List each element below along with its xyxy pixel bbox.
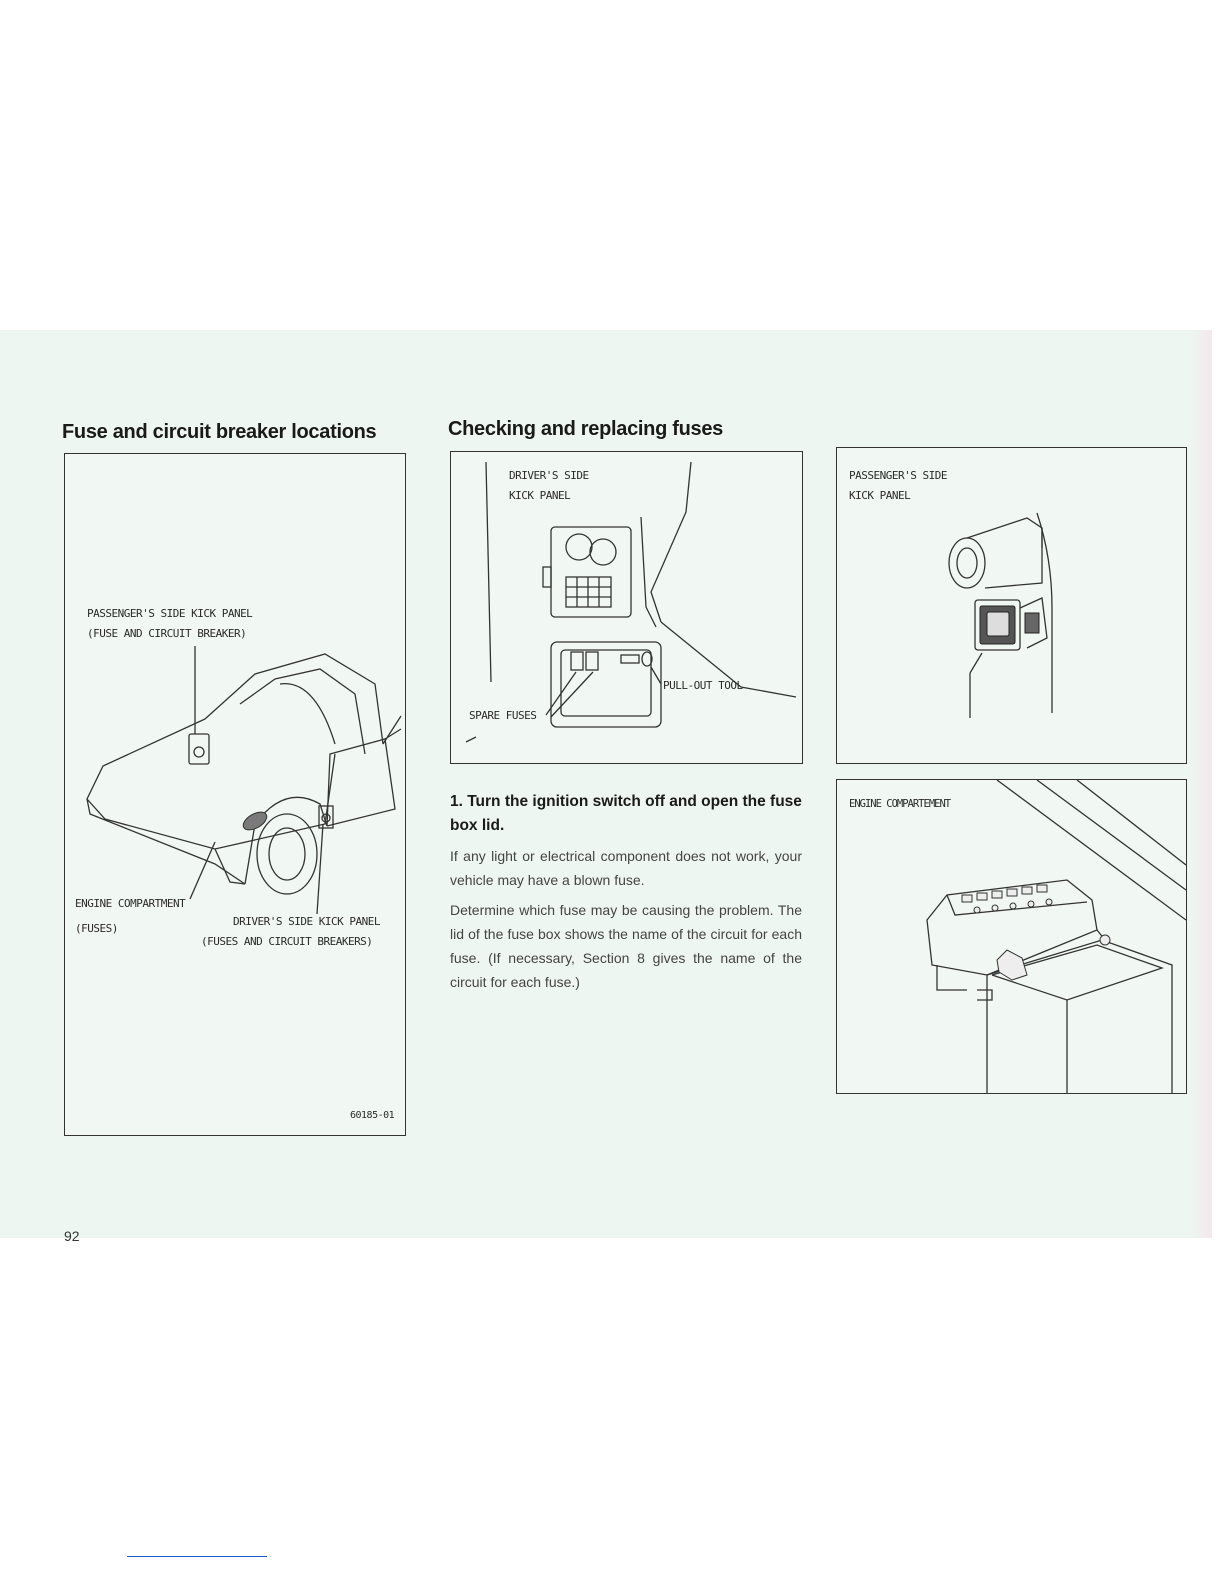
step-title: 1. Turn the ignition switch off and open the fuse box lid.	[450, 793, 802, 834]
engine-fuse-box-illustration	[837, 780, 1186, 1093]
link-underline	[127, 1556, 267, 1557]
passenger-side-label-line2: KICK PANEL	[849, 489, 911, 502]
pullout-tool-label: PULL-OUT TOOL	[663, 679, 743, 692]
engine-compartment-label-line1: ENGINE COMPARTMENT	[75, 897, 186, 910]
figure-engine-compartment	[836, 779, 1187, 1094]
passenger-kick-panel-label-line2: (FUSE AND CIRCUIT BREAKER)	[87, 627, 247, 640]
spare-fuses-label: SPARE FUSES	[469, 709, 537, 722]
driver-kick-panel-label-line1: DRIVER'S SIDE KICK PANEL	[233, 915, 380, 928]
figure-fuse-locations	[64, 453, 406, 1136]
page-edge-shadow	[1190, 330, 1212, 1238]
passenger-side-label-line1: PASSENGER'S SIDE	[849, 469, 947, 482]
page-number: 92	[64, 1228, 80, 1244]
engine-compartment-label: ENGINE COMPARTEMENT	[849, 798, 951, 810]
driver-side-label-line1: DRIVER'S SIDE	[509, 469, 589, 482]
heading-checking-fuses: Checking and replacing fuses	[448, 418, 724, 440]
car-illustration	[65, 454, 405, 1135]
heading-fuse-locations: Fuse and circuit breaker locations	[62, 421, 377, 443]
driver-kick-panel-label-line2: (FUSES AND CIRCUIT BREAKERS)	[201, 935, 373, 948]
figure-driver-kick-panel	[450, 451, 803, 764]
figure-passenger-kick-panel	[836, 447, 1187, 764]
engine-compartment-label-line2: (FUSES)	[75, 922, 118, 935]
step-paragraph-2: Determine which fuse may be causing the problem. The lid of the fuse box shows the name of the circuit for each fuse. (If necessary, Section 8 gives the name of the circuit for each fuse.)	[450, 902, 802, 990]
step-paragraph-1: If any light or electrical component does not work, your vehicle may have a blown fuse.	[450, 848, 802, 888]
passenger-kick-panel-label-line1: PASSENGER'S SIDE KICK PANEL	[87, 607, 253, 620]
driver-side-label-line2: KICK PANEL	[509, 489, 571, 502]
figure-code: 60185-01	[350, 1110, 395, 1121]
